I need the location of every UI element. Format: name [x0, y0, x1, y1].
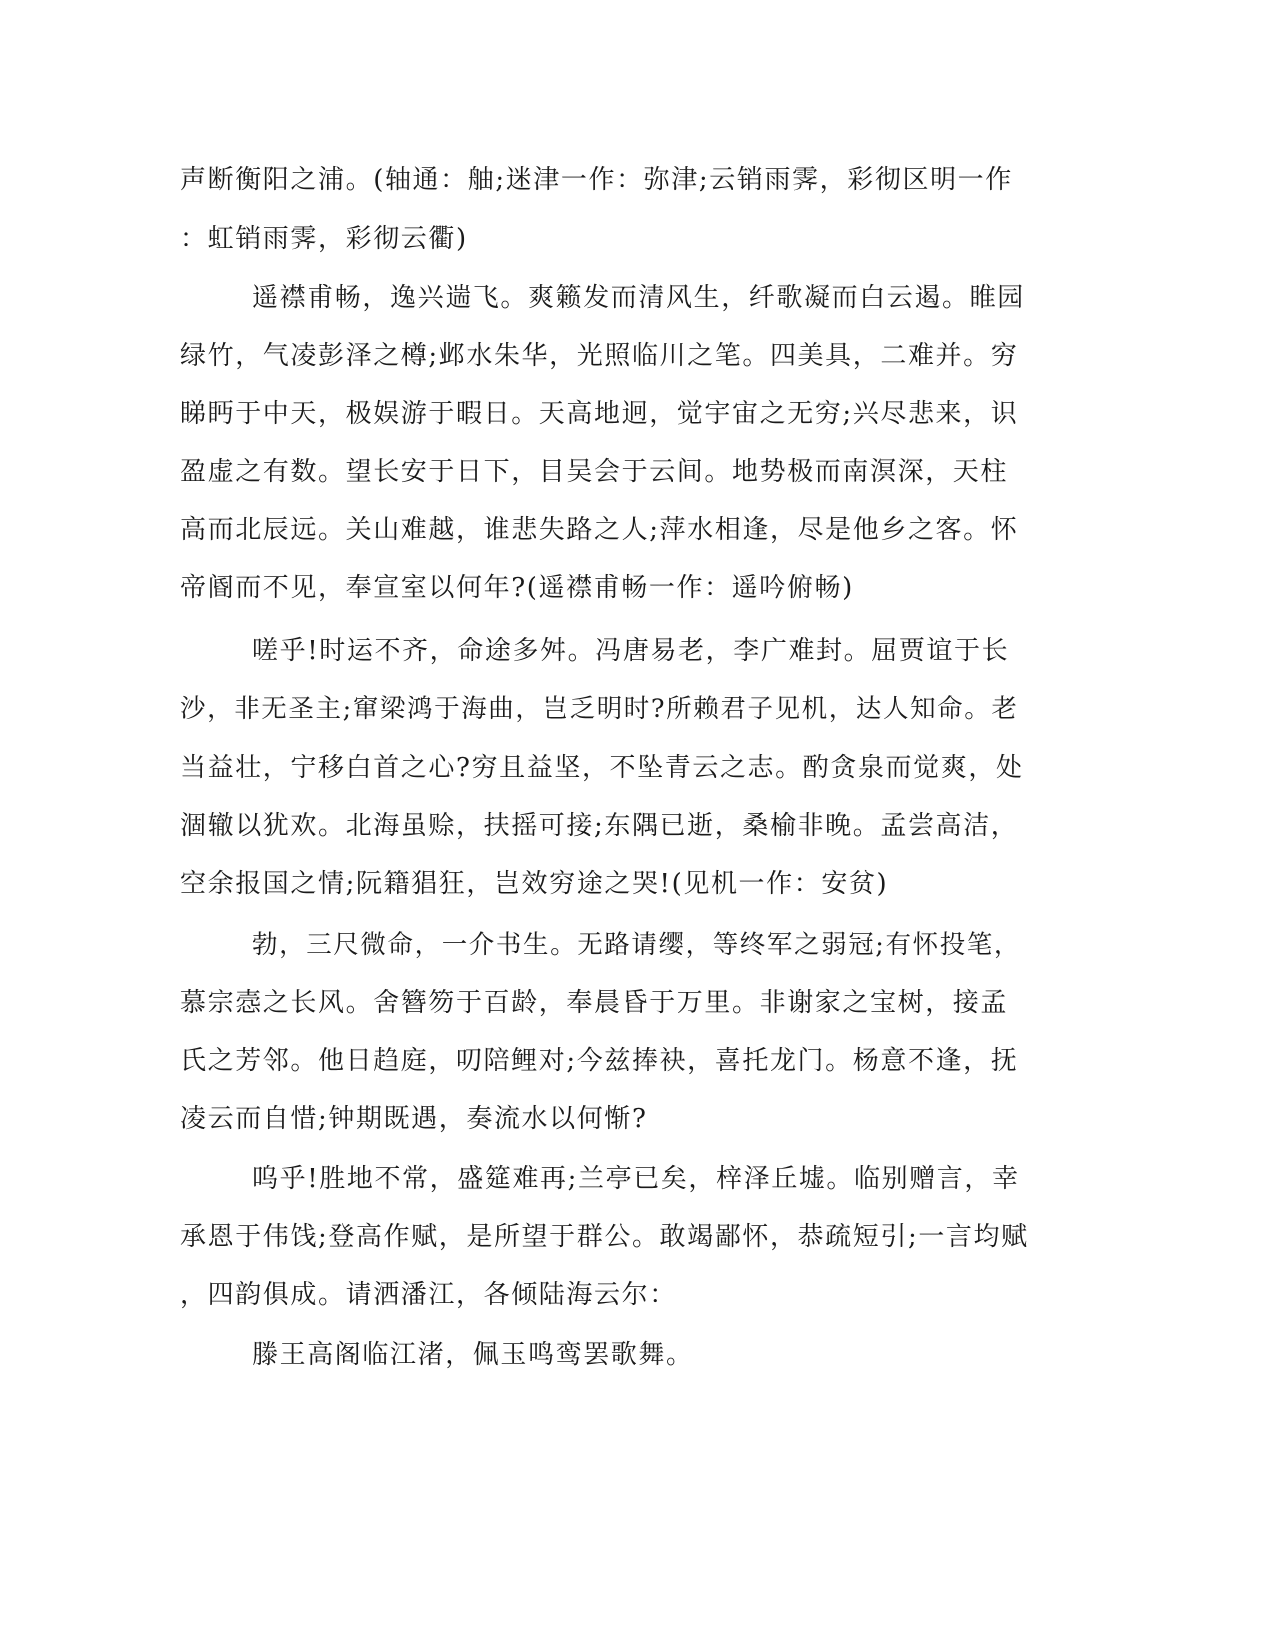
text-line: 承恩于伟饯;登高作赋，是所望于群公。敢竭鄙怀，恭疏短引;一言均赋 [180, 1222, 1029, 1252]
text-line: 凌云而自惜;钟期既遇，奏流水以何惭? [180, 1104, 648, 1134]
text-line: 声断衡阳之浦。(轴通：舳;迷津一作：弥津;云销雨霁，彩彻区明一作 [180, 165, 1013, 195]
text-line: 睇眄于中天，极娱游于暇日。天高地迥，觉宇宙之无穷;兴尽悲来，识 [180, 399, 1019, 429]
text-line: 绿竹，气凌彭泽之樽;邺水朱华，光照临川之笔。四美具，二难并。穷 [180, 341, 1019, 371]
text-line: 沙，非无圣主;窜梁鸿于海曲，岂乏明时?所赖君子见机，达人知命。老 [180, 694, 1019, 724]
paragraph-first-line: 呜乎!胜地不常，盛筵难再;兰亭已矣，梓泽丘墟。临别赠言，幸 [252, 1164, 1020, 1194]
poem-line: 滕王高阁临江渚，佩玉鸣鸾罢歌舞。 [252, 1340, 694, 1370]
text-line: ，四韵俱成。请洒潘江，各倾陆海云尔： [180, 1280, 677, 1310]
text-line: 盈虚之有数。望长安于日下，目吴会于云间。地势极而南溟深，天柱 [180, 457, 1009, 487]
text-line: 氏之芳邻。他日趋庭，叨陪鲤对;今兹捧袂，喜托龙门。杨意不逢，抚 [180, 1046, 1019, 1076]
text-line: 空余报国之情;阮籍猖狂，岂效穷途之哭!(见机一作：安贫) [180, 869, 889, 899]
paragraph-first-line: 勃，三尺微命，一介书生。无路请缨，等终军之弱冠;有怀投笔， [252, 930, 1021, 960]
text-line: 涸辙以犹欢。北海虽赊，扶摇可接;东隅已逝，桑榆非晚。孟尝高洁， [180, 811, 1019, 841]
text-line: 帝阍而不见，奉宣室以何年?(遥襟甫畅一作：遥吟俯畅) [180, 573, 854, 603]
text-line: 当益壮，宁移白首之心?穷且益坚，不坠青云之志。酌贪泉而觉爽，处 [180, 753, 1024, 783]
paragraph-first-line: 嗟乎!时运不齐，命途多舛。冯唐易老，李广难封。屈贾谊于长 [252, 636, 1010, 666]
paragraph-first-line: 遥襟甫畅，逸兴遄飞。爽籁发而清风生，纤歌凝而白云遏。睢园 [252, 283, 1025, 313]
text-line: 慕宗悫之长风。舍簪笏于百龄，奉晨昏于万里。非谢家之宝树，接孟 [180, 988, 1009, 1018]
text-line: ：虹销雨霁，彩彻云衢) [180, 224, 468, 254]
text-line: 高而北辰远。关山难越，谁悲失路之人;萍水相逢，尽是他乡之客。怀 [180, 515, 1019, 545]
